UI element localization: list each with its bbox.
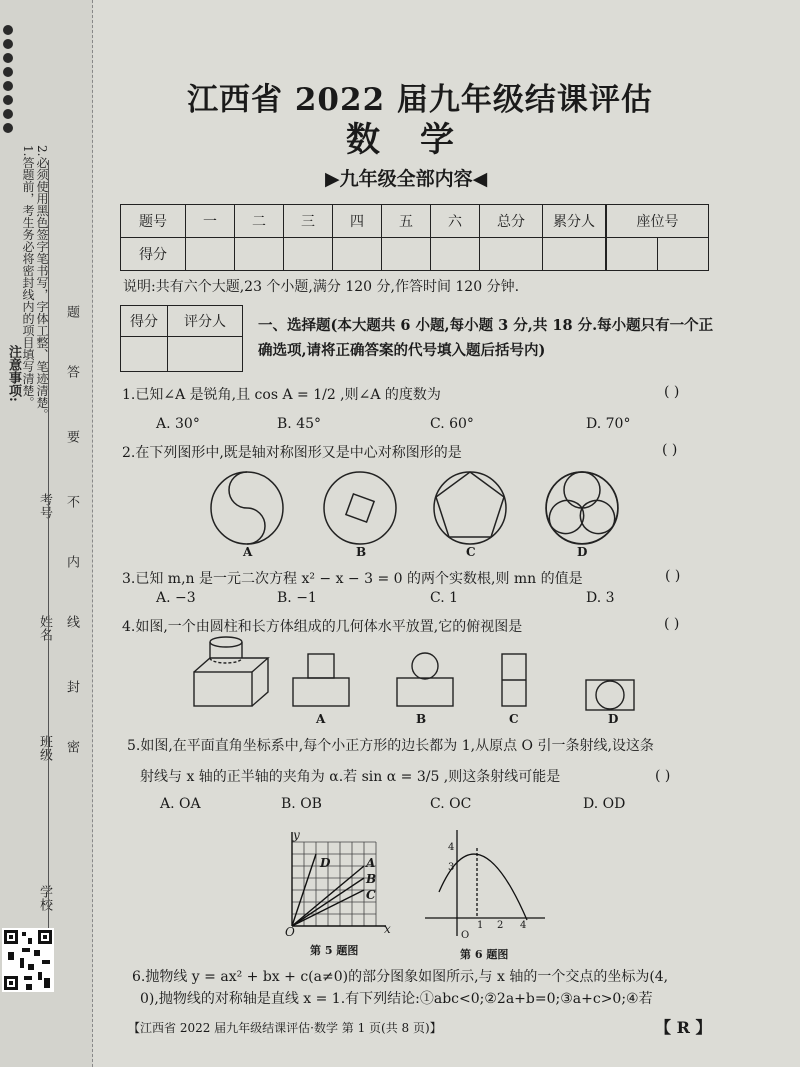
scope-banner (325, 164, 487, 191)
score-header-cell: 题号 (121, 205, 186, 238)
seal-char-3: 要 (64, 430, 79, 443)
score-cell[interactable] (543, 238, 606, 271)
q6-stem-line1: 6.抛物线 y = ax² + bx + c(a≠0)的部分图象如图所示,与 x 轴的一个交点的坐标为(4, (132, 969, 669, 985)
grader-table (120, 305, 243, 372)
score-header-row (121, 205, 606, 238)
binding-strip (0, 0, 93, 1067)
score-cell[interactable] (333, 238, 382, 271)
seal-char-5: 内 (64, 555, 79, 568)
scope-text: 九年级全部内容 (339, 168, 473, 190)
score-table (120, 204, 606, 271)
notice-title: 注意事项: (6, 345, 21, 402)
q4-option-b-figure (397, 653, 453, 706)
grader-score-cell[interactable] (121, 337, 168, 372)
write-line (48, 160, 49, 940)
punch-holes (0, 20, 40, 140)
answer-paren[interactable]: ( ) (665, 568, 681, 584)
q3-option-b: B. −1 (277, 590, 317, 606)
q1-option-c: C. 60° (430, 416, 474, 432)
qr-code (2, 928, 54, 992)
school-label: 学校 (37, 885, 52, 911)
fig5-y-label: y (293, 828, 300, 842)
q1-option-d: D. 70° (586, 416, 631, 432)
score-cell[interactable] (235, 238, 284, 271)
score-cell[interactable] (480, 238, 543, 271)
answer-paren[interactable]: ( ) (664, 616, 680, 632)
q5-option-d: D. OD (583, 796, 626, 812)
seal-char-8: 密 (64, 740, 79, 753)
seat-table (606, 204, 709, 271)
q2-figure-c (434, 472, 506, 544)
q4-solid (194, 637, 268, 706)
score-cell[interactable] (382, 238, 431, 271)
q4-option-d-figure (586, 680, 634, 710)
q4-option-a-figure (293, 654, 349, 706)
q5-option-b: B. OB (281, 796, 322, 812)
q1-option-b: B. 45° (277, 416, 322, 432)
q2-label-b: B (356, 545, 367, 559)
score-header-cell: 五 (382, 205, 431, 238)
notice-1: 1.答题前，考生务必将密封线内的项目填写清楚。 (21, 145, 35, 409)
score-cell[interactable] (284, 238, 333, 271)
exam-title: 江西省 2022 届九年级结课评估 (187, 82, 653, 118)
fig6-ytick-4: 4 (448, 842, 455, 853)
q3-option-a: A. −3 (156, 590, 196, 606)
score-value-row (121, 238, 606, 271)
triangle-left-icon: ◀ (472, 168, 488, 190)
name-label: 姓名 (37, 615, 52, 641)
q4-option-c-figure (502, 654, 526, 706)
q1-option-a: A. 30° (156, 416, 200, 432)
grader-cell[interactable] (168, 337, 243, 372)
grader-score-label: 得分 (121, 306, 168, 337)
exam-note: 说明:共有六个大题,23 个小题,满分 120 分,作答时间 120 分钟. (123, 279, 520, 295)
fig5-point-a: A (366, 856, 376, 870)
seal-char-6: 线 (64, 615, 79, 628)
score-header-cell: 总分 (480, 205, 543, 238)
seat-cell[interactable] (658, 238, 709, 271)
section-1-title: 一、选择题(本大题共 6 小题,每小题 3 分,共 18 分.每小题只有一个正确选项,请将正确答案的代号填入题后括号内) (258, 317, 714, 359)
q4-label-a: A (316, 712, 326, 726)
fig5-caption: 第 5 题图 (310, 944, 359, 957)
score-row-label: 得分 (121, 238, 186, 271)
q2-figure-a (211, 472, 283, 544)
q5-stem-line1: 5.如图,在平面直角坐标系中,每个小正方形的边长都为 1,从原点 O 引一条射线,设这条 (127, 738, 654, 754)
fig6-ytick-3: 3 (448, 862, 455, 873)
exam-no-label: 考号 (37, 493, 52, 519)
q3-stem: 3.已知 m,n 是一元二次方程 x² − x − 3 = 0 的两个实数根,则 mn 的值是 (122, 571, 583, 587)
q5-stem-line2: 射线与 x 轴的正半轴的夹角为 α.若 sin α = 3/5 ,则这条射线可能是 (140, 769, 561, 785)
seat-label: 座位号 (607, 205, 709, 238)
q6-stem-line2: 0),抛物线的对称轴是直线 x = 1.有下列结论:①abc<0;②2a+b=0;③a+c>0;④若 (140, 991, 653, 1007)
version-mark: 【 R 】 (655, 1018, 712, 1037)
notice-2: 2.必须使用黑色签字笔书写，字体工整、笔迹清楚。 (35, 145, 49, 421)
page-footer: 【江西省 2022 届九年级结课评估·数学 第 1 页(共 8 页)】 (128, 1021, 442, 1035)
fig6-caption: 第 6 题图 (460, 948, 509, 961)
q2-label-d: D (577, 545, 588, 559)
class-label: 班级 (37, 735, 52, 761)
seal-char-1: 题 (64, 305, 79, 318)
q2-figure-d (546, 472, 618, 544)
q2-figure-b (324, 472, 396, 544)
subject-title: 数学 (346, 120, 494, 160)
fig5-x-label: x (384, 922, 391, 936)
score-cell[interactable] (186, 238, 235, 271)
seal-char-4: 不 (64, 495, 79, 508)
q2-label-c: C (466, 545, 476, 559)
q2-label-a: A (243, 545, 253, 559)
score-cell[interactable] (431, 238, 480, 271)
q2-stem: 2.在下列图形中,既是轴对称图形又是中心对称图形的是 (122, 445, 462, 461)
q3-option-d: D. 3 (586, 590, 615, 606)
fig5-point-d: D (320, 856, 331, 870)
fig6-tick-2: 2 (497, 920, 504, 931)
fig6-tick-4: 4 (520, 920, 527, 931)
figure-6 (425, 826, 550, 938)
q4-label-d: D (608, 712, 619, 726)
q4-figures (190, 636, 650, 714)
fig6-tick-1: 1 (477, 920, 484, 931)
q1-stem: 1.已知∠A 是锐角,且 cos A = 1/2 ,则∠A 的度数为 (122, 387, 441, 403)
q4-label-c: C (509, 712, 519, 726)
fig5-origin-label: O (285, 925, 295, 939)
seal-char-2: 答 (64, 365, 79, 378)
fig5-point-b: B (366, 872, 377, 886)
answer-paren[interactable]: ( ) (655, 768, 671, 784)
score-header-cell: 累分人 (543, 205, 606, 238)
seat-cell[interactable] (607, 238, 658, 271)
q4-stem: 4.如图,一个由圆柱和长方体组成的几何体水平放置,它的俯视图是 (122, 619, 523, 635)
q3-option-c: C. 1 (430, 590, 459, 606)
score-header-cell: 三 (284, 205, 333, 238)
seal-char-7: 封 (64, 680, 79, 693)
q4-label-b: B (416, 712, 427, 726)
q2-figures (205, 462, 725, 560)
score-header-cell: 二 (235, 205, 284, 238)
score-header-cell: 六 (431, 205, 480, 238)
answer-paren[interactable]: ( ) (662, 442, 678, 458)
answer-paren[interactable]: ( ) (664, 384, 680, 400)
fig6-origin: O (461, 930, 470, 941)
fig5-point-c: C (366, 888, 376, 902)
grader-label: 评分人 (168, 306, 243, 337)
score-header-cell: 一 (186, 205, 235, 238)
triangle-right-icon: ▶ (325, 168, 340, 190)
score-header-cell: 四 (333, 205, 382, 238)
q5-option-a: A. OA (160, 796, 201, 812)
q5-option-c: C. OC (430, 796, 472, 812)
